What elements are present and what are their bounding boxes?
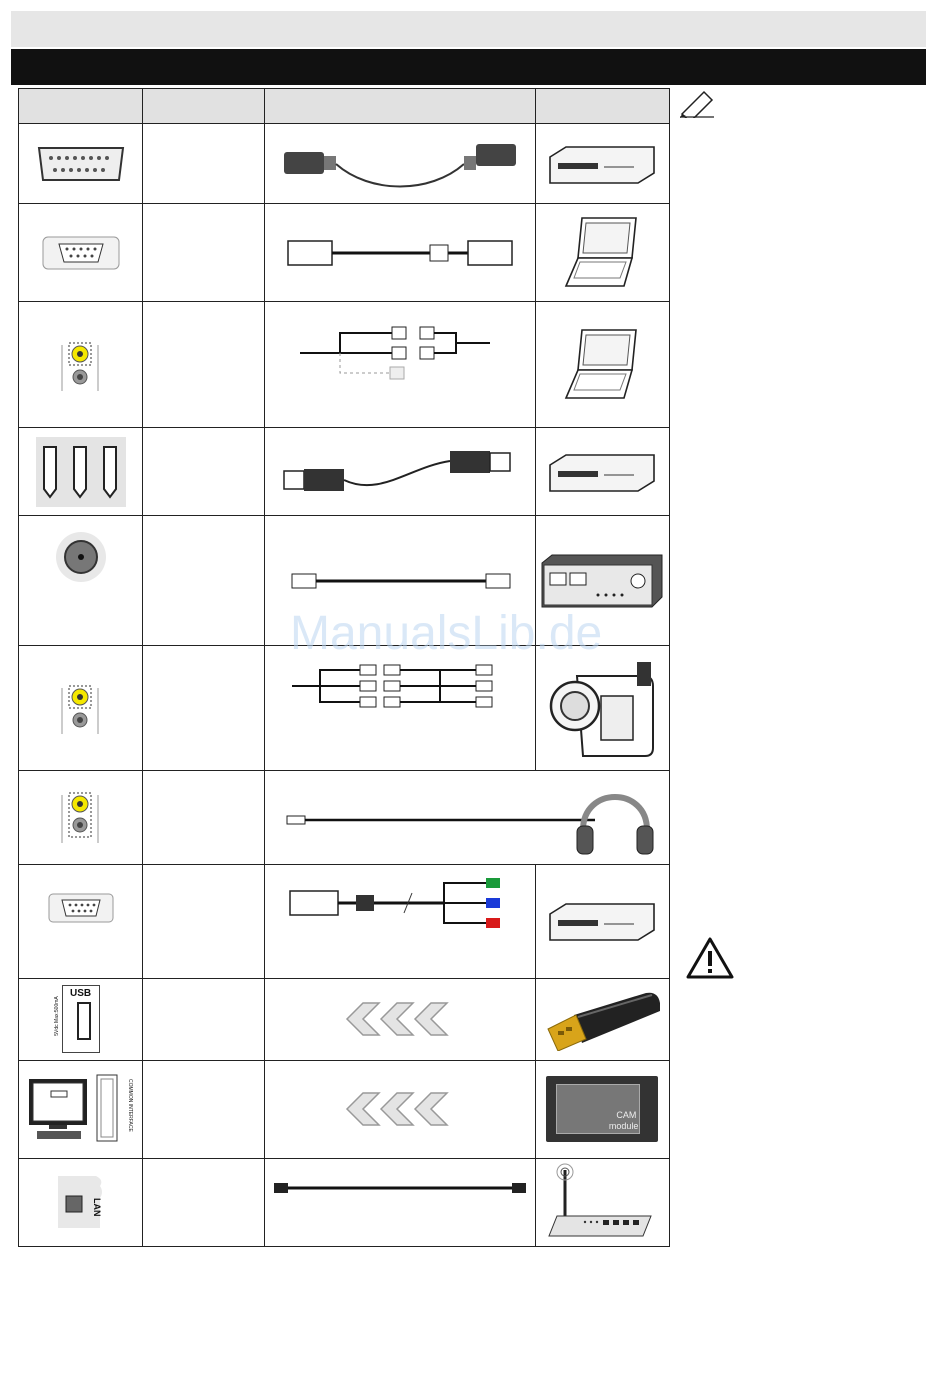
row-label: [143, 1158, 265, 1246]
av-cable-icon: [265, 646, 535, 770]
hdmi-cable-icon: [265, 428, 535, 516]
header-device: [535, 89, 669, 124]
dvd-player-icon: [535, 428, 669, 516]
connections-table: [18, 88, 670, 1247]
laptop-icon: [535, 204, 669, 302]
table-row: [19, 1060, 670, 1158]
vga-socket-icon: [19, 204, 143, 302]
table-row: [19, 864, 670, 978]
av-audio-cable-icon: [265, 302, 535, 428]
vga-cable-icon: [265, 204, 535, 302]
common-interface-label: COMMON INTERFACE: [126, 1079, 133, 1133]
usb-socket-icon: [19, 978, 143, 1060]
table-row: [19, 428, 670, 516]
scart-socket-icon: [19, 124, 143, 204]
lan-label: LAN: [91, 1198, 102, 1217]
usb-power-label: 5Vdc Max:500mA: [53, 996, 60, 1036]
coaxial-cable-icon: [265, 516, 535, 646]
amplifier-icon: [535, 516, 669, 646]
table-row: [19, 516, 670, 646]
table-row: [19, 646, 670, 770]
table-row: [19, 204, 670, 302]
warning-triangle-icon: [686, 936, 734, 980]
hdmi-sockets-icon: [19, 428, 143, 516]
dvd-player-icon: [535, 864, 669, 978]
row-label: [143, 516, 265, 646]
top-title-bar: [11, 11, 926, 47]
table-row: [19, 124, 670, 204]
module-label: module: [608, 1121, 639, 1132]
camcorder-icon: [535, 646, 669, 770]
usb-stick-icon: [535, 978, 669, 1060]
usb-port: [53, 985, 100, 1053]
usb-slot: [77, 1002, 91, 1040]
scart-cable-icon: [265, 124, 535, 204]
cam-module-card: [546, 1076, 658, 1142]
vcr-icon: [535, 124, 669, 204]
router-icon: [535, 1158, 669, 1246]
spdif-socket-icon: [19, 516, 143, 646]
table-row: [19, 302, 670, 428]
row-label: [143, 646, 265, 770]
side-av-socket-icon: [19, 646, 143, 770]
header-connector: [19, 89, 143, 124]
ypbpr-socket-icon: [19, 864, 143, 978]
insert-arrows-icon: [265, 978, 535, 1060]
ci-slot-icon: [19, 1060, 143, 1158]
laptop-icon: [535, 302, 669, 428]
section-title-bar: [11, 49, 926, 85]
row-label: [143, 864, 265, 978]
cam-module-icon: [535, 1060, 669, 1158]
row-label: [143, 302, 265, 428]
row-label: [143, 770, 265, 864]
headphone-socket-icon: [19, 770, 143, 864]
watermark: ManualsLib.de: [290, 607, 603, 660]
ethernet-cable-icon: [265, 1158, 535, 1246]
header-cables: [265, 89, 535, 124]
table-row: [19, 1158, 670, 1246]
row-label: [143, 428, 265, 516]
cam-label: CAM: [616, 1110, 637, 1121]
row-label: [143, 204, 265, 302]
component-cable-icon: [265, 864, 535, 978]
side-av-socket-icon: [19, 302, 143, 428]
headphone-cable-icon: [265, 770, 670, 864]
row-label: [143, 1060, 265, 1158]
insert-arrows-icon: [265, 1060, 535, 1158]
usb-label: USB: [70, 988, 92, 1000]
pencil-icon: [678, 88, 718, 118]
lan-socket-icon: [19, 1158, 143, 1246]
row-label: [143, 124, 265, 204]
row-label: [143, 978, 265, 1060]
header-type: [143, 89, 265, 124]
table-header-row: [19, 89, 670, 124]
table-row: [19, 770, 670, 864]
table-row: [19, 978, 670, 1060]
